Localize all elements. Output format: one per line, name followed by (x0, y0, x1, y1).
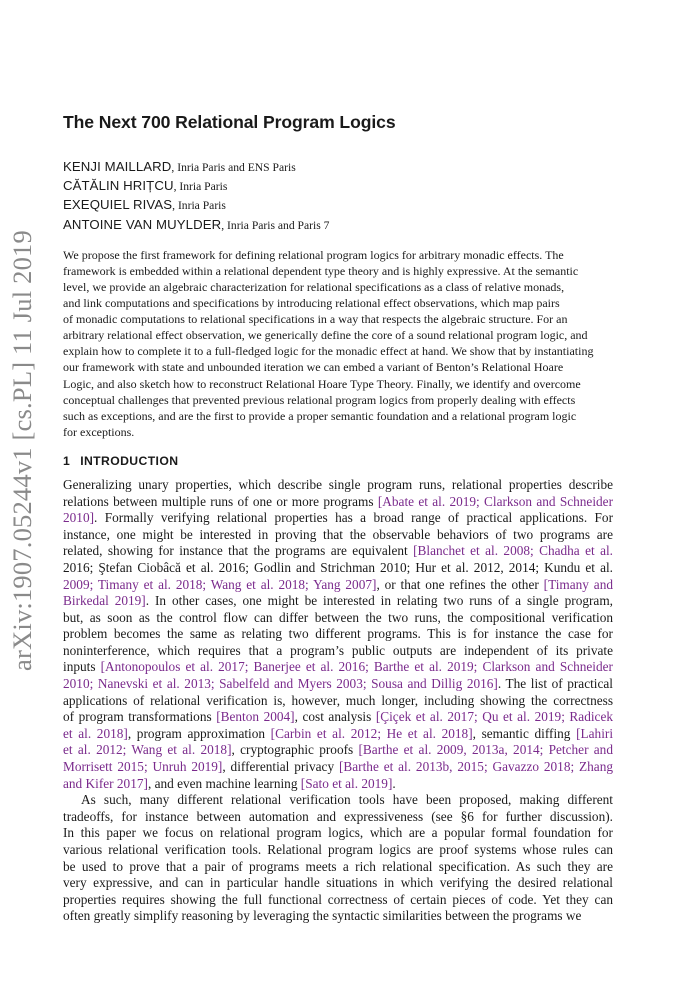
abstract-line: our framework with state and unbounded iteration we can embed a variant of Benton’s Relational Hoare (63, 360, 564, 375)
text-line: Generalizing unary properties, which describe single program runs, relational properties describe (63, 476, 613, 492)
author-entry (63, 158, 613, 177)
citation[interactable]: [Antonopoulos et al. 2017; Banerjee et al. 2016; Barthe et al. 2019; Clarkson and Schneider (100, 659, 613, 675)
abstract (63, 247, 613, 440)
section-title: INTRODUCTION (80, 453, 179, 468)
text-line: be used to prove that a pair of programs meets a rich relational specification. As such they are (63, 858, 613, 874)
text-line: often greatly simplify reasoning by leveraging the syntactic similarities between the programs we (63, 908, 582, 924)
text-line: but, as soon as the control flow can differ between the two runs, the compositional verification (63, 609, 613, 625)
paragraph-2 (63, 792, 613, 925)
text-line: et al. 2012; Wang et al. 2018], cryptographic proofs [Barthe et al. 2009, 2013a, 2014; Petcher and (63, 742, 613, 758)
abstract-line: arbitrary relational effect observation, we generically define the core of a sound relational program logic, and (63, 328, 588, 343)
abstract-line: for exceptions. (63, 424, 135, 439)
citation[interactable]: [Barthe et al. 2013b, 2015; Gavazzo 2018; Zhang (338, 759, 613, 775)
author-list (63, 158, 613, 235)
paragraph-1 (63, 477, 613, 792)
section-number: 1 (63, 453, 71, 468)
abstract-line: conceptual challenges that prevented previous relational program logics from properly dealing with effects (63, 392, 576, 407)
author-name: CĂTĂLIN HRIȚCU (63, 178, 174, 194)
author-entry (63, 216, 613, 235)
paper-page (63, 112, 613, 925)
text-line: inputs [Antonopoulos et al. 2017; Banerjee et al. 2016; Barthe et al. 2019; Clarkson and Schneider (63, 659, 613, 675)
author-affiliation: , Inria Paris and Paris 7 (221, 218, 330, 232)
abstract-line: such as exceptions, and are the first to provide a proper semantic foundation and a relational program logic (63, 408, 577, 423)
citation[interactable]: 2009; Timany et al. 2018; Wang et al. 2018; Yang 2007] (63, 576, 377, 592)
text-line: of program transformations [Benton 2004], cost analysis [Çiçek et al. 2017; Qu et al. 2019; Radicek (63, 709, 613, 725)
author-affiliation: , Inria Paris (172, 199, 226, 213)
author-name: KENJI MAILLARD (63, 159, 172, 174)
text-line: 2010; Nanevski et al. 2013; Sabelfeld and Myers 2003; Sousa and Dillig 2016]. The list of practical (63, 676, 613, 692)
citation[interactable]: [Çiçek et al. 2017; Qu et al. 2019; Radicek (375, 709, 613, 725)
citation[interactable]: 2010; Nanevski et al. 2013; Sabelfeld and Myers 2003; Sousa and Dillig 2016] (63, 676, 498, 692)
section-heading-introduction (63, 454, 613, 468)
text-line: relations between multiple runs of one or more programs [Abate et al. 2019; Clarkson and Schneider (63, 493, 613, 509)
text-line: instance, one might be interested in proving that the observable behaviors of two programs are (63, 526, 613, 542)
abstract-line: framework is embedded within a relational dependent type theory and is highly expressive. At the semantic (63, 263, 579, 278)
citation[interactable]: [Benton 2004] (216, 709, 295, 725)
text-line: et al. 2018], program approximation [Carbin et al. 2012; He et al. 2018], semantic diffing [Lahiri (63, 725, 614, 741)
citation[interactable]: Birkedal 2019] (63, 593, 146, 609)
author-affiliation: , Inria Paris (173, 180, 228, 194)
text-line: noninterference, which requires that a program’s public outputs are independent of its private (63, 642, 613, 658)
arxiv-id-text: arXiv:1907.05244v1 [cs.PL] 11 Jul 2019 (6, 229, 37, 671)
text-line: 2009; Timany et al. 2018; Wang et al. 2018; Yang 2007], or that one refines the other [Timany and (63, 576, 614, 592)
citation[interactable]: [Timany and (543, 576, 614, 592)
citation[interactable]: [Lahiri (576, 725, 614, 741)
text-line: 2016; Ştefan Ciobâcă et al. 2016; Godlin and Strichman 2010; Hur et al. 2012, 2014; Kundu et al. (63, 559, 613, 575)
citation[interactable]: [Sato et al. 2019] (300, 775, 393, 791)
text-line: Birkedal 2019]. In other cases, one might be interested in relating two runs of a single program, (63, 593, 613, 609)
paper-title: The Next 700 Relational Program Logics (63, 112, 396, 132)
citation[interactable]: [Carbin et al. 2012; He et al. 2018] (270, 725, 473, 741)
citation[interactable]: [Barthe et al. 2009, 2013a, 2014; Petcher and (358, 742, 613, 758)
abstract-line: explain how to complete it to a full-fledged logic for the monadic effect at hand. We show that by instantiating (63, 344, 594, 359)
abstract-line: and link computations and specifications by introducing relational effect observations, which map pairs (63, 296, 560, 311)
text-line: 2010]. Formally verifying relational properties has a broad range of practical applications. For (63, 510, 613, 526)
author-name: EXEQUIEL RIVAS (63, 197, 173, 213)
text-line: and Kifer 2017], and even machine learning [Sato et al. 2019]. (63, 775, 396, 791)
text-line: very expressive, and can in particular handle situations in which verifying the desired relational (63, 875, 613, 891)
abstract-line: of monadic computations to relational specifications in a way that respects the algebraic structure. For an (63, 312, 568, 327)
arxiv-sidebar-identifier (2, 212, 42, 688)
text-line: Morrisett 2015; Unruh 2019], differential privacy [Barthe et al. 2013b, 2015; Gavazzo 2018; Zhang (63, 759, 613, 775)
text-line: problem becomes the same as relating two different programs. This is for instance the case for (63, 626, 613, 642)
text-line: various relational verification tools. Relational program logics are proof systems whose rules can (63, 842, 613, 857)
abstract-line: We propose the first framework for defining relational program logics for arbitrary monadic effects. The (63, 247, 564, 262)
section-body (63, 477, 613, 925)
citation[interactable]: [Blanchet et al. 2008; Chadha et al. (413, 543, 613, 559)
citation[interactable]: et al. 2018] (63, 725, 128, 741)
text-line: applications of relational verification is, however, much longer, including showing the correctness (63, 692, 613, 708)
author-name: ANTOINE VAN MUYLDER (63, 216, 222, 232)
author-affiliation: , Inria Paris and ENS Paris (171, 161, 296, 174)
text-line: related, showing for instance that the programs are equivalent [Blanchet et al. 2008; Chadha et al. (63, 543, 613, 559)
abstract-line: Logic, and also sketch how to reconstruct Relational Hoare Type Theory. Finally, we identify and overcome (63, 376, 581, 391)
text-line: In this paper we focus on relational program logics, which are a popular formal foundation for (63, 825, 613, 841)
text-line: As such, many different relational verification tools have been proposed, making different (81, 792, 613, 808)
author-entry (63, 196, 613, 215)
citation[interactable]: 2010] (63, 510, 95, 526)
citation[interactable]: Morrisett 2015; Unruh 2019] (63, 759, 223, 775)
citation[interactable]: [Abate et al. 2019; Clarkson and Schneider (377, 493, 613, 509)
text-line: tradeoffs, for instance between automation and expressiveness (see §6 for further discussion). (63, 808, 613, 824)
abstract-line: level, we provide an algebraic characterization for relational specifications as a class of relative monads, (63, 280, 565, 294)
citation[interactable]: and Kifer 2017] (63, 775, 148, 791)
citation[interactable]: et al. 2012; Wang et al. 2018] (63, 742, 232, 758)
author-entry (63, 177, 613, 196)
text-line: properties requires showing the full functional correctness of certain pieces of code. Yet they can (63, 891, 613, 907)
